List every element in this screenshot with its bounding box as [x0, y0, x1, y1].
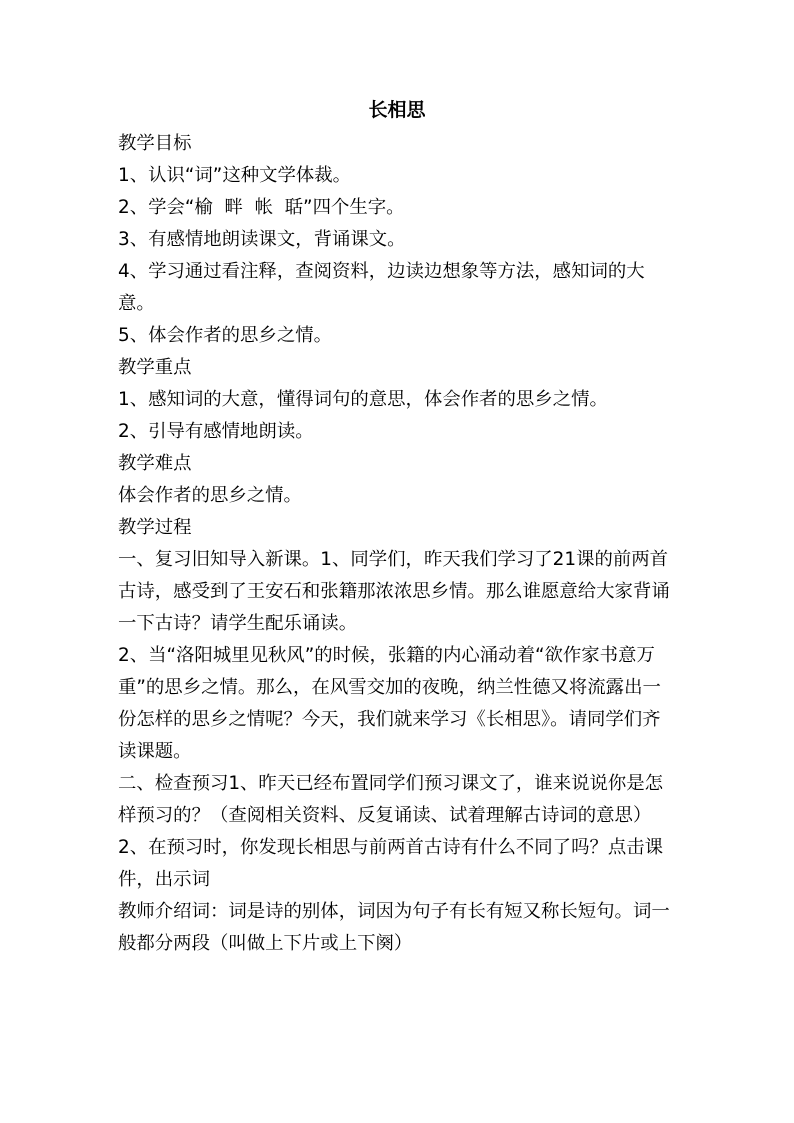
- goal-item-1: 1、认识“词”这种文学体裁。: [118, 165, 352, 186]
- key-point-2: 2、引导有感情地朗读。: [118, 421, 314, 442]
- goal-item-4: 4、学习通过看注释，查阅资料，边读边想象等方法，感知词的大意。: [118, 261, 645, 314]
- heading-process: 教学过程: [118, 517, 192, 538]
- document-body: [118, 128, 678, 960]
- difficulty-text: 体会作者的思乡之情。: [118, 485, 302, 506]
- key-point-1: 1、感知词的大意，懂得词句的意思，体会作者的思乡之情。: [118, 389, 608, 410]
- process-step-2: 2、当“洛阳城里见秋风”的时候，张籍的内心涌动着“欲作家书意万重”的思乡之情。那么，在风雪交加的夜晚，纳兰性德又将流露出一份怎样的思乡之情呢？今天，我们就来学习《长相思》。请同学们齐读课题。: [118, 645, 661, 762]
- document-title: 长相思: [368, 99, 426, 121]
- goal-item-3: 3、有感情地朗读课文，背诵课文。: [118, 229, 406, 250]
- process-step-4: 2、在预习时，你发现长相思与前两首古诗有什么不同了吗？点击课件，出示词: [118, 837, 664, 890]
- heading-teaching-goals: 教学目标: [118, 133, 192, 154]
- process-step-1: 一、复习旧知导入新课。1、同学们，昨天我们学习了21课的前两首古诗，感受到了王安石和张籍那浓浓思乡情。那么谁愿意给大家背诵一下古诗？请学生配乐诵读。: [118, 549, 670, 634]
- heading-difficulties: 教学难点: [118, 453, 192, 474]
- heading-key-points: 教学重点: [118, 357, 192, 378]
- process-step-5: 教师介绍词：词是诗的别体，词因为句子有长有短又称长短句。词一般都分两段（叫做上下片或上下阕）: [118, 901, 670, 954]
- goal-item-5: 5、体会作者的思乡之情。: [118, 325, 332, 346]
- goal-item-2: 2、学会“榆 畔 帐 聒”四个生字。: [118, 197, 405, 218]
- process-step-3: 二、检查预习1、昨天已经布置同学们预习课文了，谁来说说你是怎样预习的？（查阅相关资料、反复诵读、试着理解古诗词的意思）: [118, 773, 664, 826]
